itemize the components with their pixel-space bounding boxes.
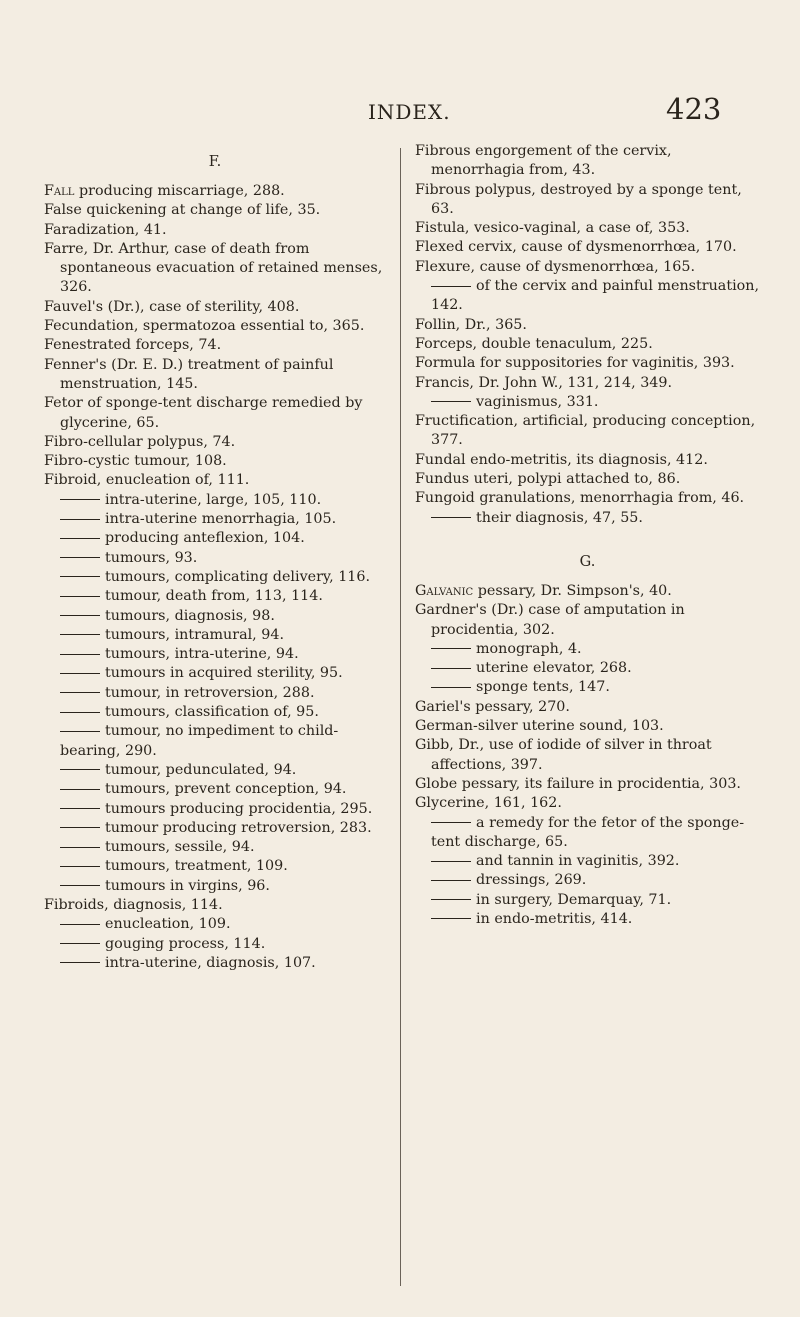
entry-text: Fibrous engorgement of the cervix, menorrhagia from, 43.	[415, 143, 672, 179]
entry-text: tumour, no impediment to child-bearing, 290.	[60, 723, 339, 759]
index-entry	[44, 298, 386, 317]
index-entry	[44, 452, 386, 471]
index-entry	[415, 142, 760, 181]
index-entry	[415, 451, 760, 470]
index-entry	[44, 182, 386, 201]
entry-text: uterine elevator, 268.	[476, 660, 632, 677]
ditto-dash	[60, 499, 100, 500]
entry-text: Glycerine, 161, 162.	[415, 795, 562, 812]
index-entry	[415, 335, 760, 354]
index-subentry	[44, 915, 386, 934]
entry-text: intra-uterine, diagnosis, 107.	[105, 954, 316, 971]
entry-text: of the cervix and painful menstruation, 142.	[431, 278, 760, 314]
ditto-dash	[431, 668, 471, 669]
entry-text: tumours, diagnosis, 98.	[105, 607, 275, 624]
index-entry	[415, 470, 760, 489]
entry-text: Fibrous polypus, destroyed by a sponge tent, 63.	[415, 181, 742, 217]
entry-text: Gariel's pessary, 270.	[415, 698, 570, 715]
entry-text: their diagnosis, 47, 55.	[476, 509, 643, 526]
ditto-dash	[60, 924, 100, 925]
entry-text: intra-uterine menorrhagia, 105.	[105, 511, 337, 528]
entry-text: Gardner's (Dr.) case of amputation in procidentia, 302.	[415, 602, 685, 638]
entry-text: Formula for suppositories for vaginitis, 393.	[415, 355, 735, 372]
ditto-dash	[60, 943, 100, 944]
index-entry	[44, 356, 386, 395]
entry-text: Fenner's (Dr. E. D.) treatment of painful menstruation, 145.	[44, 356, 334, 392]
entry-text: Farre, Dr. Arthur, case of death from spontaneous evacuation of retained menses, 326.	[44, 240, 383, 296]
entry-text: Fibroid, enucleation of, 111.	[44, 472, 250, 489]
entry-lead-word: Fall	[44, 183, 75, 199]
index-entry	[44, 201, 386, 220]
entry-text: a remedy for the fetor of the sponge-tent discharge, 65.	[431, 814, 745, 850]
index-entry	[415, 316, 760, 335]
index-subentry	[44, 877, 386, 896]
entry-text: Francis, Dr. John W., 131, 214, 349.	[415, 374, 673, 391]
ditto-dash	[431, 286, 471, 287]
ditto-dash	[431, 401, 471, 402]
index-subentry	[44, 857, 386, 876]
index-entry	[44, 240, 386, 298]
entry-text: Fibroids, diagnosis, 114.	[44, 896, 223, 913]
ditto-dash	[60, 634, 100, 635]
index-entry	[44, 471, 386, 490]
entry-text: Fistula, vesico-vaginal, a case of, 353.	[415, 220, 690, 237]
index-entry	[415, 354, 760, 373]
entry-text: gouging process, 114.	[105, 935, 266, 952]
index-subentry	[44, 587, 386, 606]
entry-text: producing anteflexion, 104.	[105, 530, 305, 547]
index-subentry	[44, 703, 386, 722]
entry-text: tumours producing procidentia, 295.	[105, 800, 373, 817]
index-entry	[415, 601, 760, 640]
ditto-dash	[60, 808, 100, 809]
ditto-dash	[60, 654, 100, 655]
index-subentry	[415, 509, 760, 528]
ditto-dash	[60, 596, 100, 597]
page-header	[0, 92, 800, 132]
ditto-dash	[60, 673, 100, 674]
ditto-dash	[431, 918, 471, 919]
index-subentry	[44, 819, 386, 838]
entry-text: tumours, sessile, 94.	[105, 839, 255, 856]
entry-text: tumour producing retroversion, 283.	[105, 819, 372, 836]
index-subentry	[44, 568, 386, 587]
index-subentry	[415, 852, 760, 871]
ditto-dash	[431, 648, 471, 649]
index-entry	[415, 489, 760, 508]
index-subentry	[44, 491, 386, 510]
entry-text: sponge tents, 147.	[476, 679, 610, 696]
ditto-dash	[431, 822, 471, 823]
entry-text: Fungoid granulations, menorrhagia from, 46.	[415, 490, 745, 507]
index-subentry	[44, 954, 386, 973]
index-entry	[415, 238, 760, 257]
entry-text: tumours, intramural, 94.	[105, 626, 284, 643]
index-subentry	[44, 549, 386, 568]
index-subentry	[415, 678, 760, 697]
index-subentry	[44, 780, 386, 799]
index-subentry	[44, 664, 386, 683]
ditto-dash	[60, 962, 100, 963]
ditto-dash	[431, 899, 471, 900]
index-subentry	[44, 684, 386, 703]
entry-text: Fundus uteri, polypi attached to, 86.	[415, 471, 681, 488]
ditto-dash	[431, 687, 471, 688]
entry-text: Forceps, double tenaculum, 225.	[415, 335, 653, 352]
index-entry	[415, 698, 760, 717]
index-subentry	[44, 935, 386, 954]
ditto-dash	[60, 885, 100, 886]
entry-text: enucleation, 109.	[105, 916, 231, 933]
ditto-dash	[60, 789, 100, 790]
entry-text: in endo-metritis, 414.	[476, 910, 633, 927]
section-letter-f: F.	[208, 154, 222, 170]
page-number: 423	[666, 92, 722, 126]
entry-text: dressings, 269.	[476, 872, 587, 889]
entry-text: and tannin in vaginitis, 392.	[476, 853, 680, 870]
ditto-dash	[60, 538, 100, 539]
index-subentry	[415, 640, 760, 659]
ditto-dash	[60, 615, 100, 616]
entry-text: False quickening at change of life, 35.	[44, 202, 321, 219]
entry-text: German-silver uterine sound, 103.	[415, 718, 664, 735]
index-entry	[415, 258, 760, 277]
entry-text: intra-uterine, large, 105, 110.	[105, 491, 322, 508]
section-letter-g: G.	[579, 553, 596, 570]
ditto-dash	[431, 861, 471, 862]
entry-list-left	[44, 182, 386, 973]
index-subentry	[415, 910, 760, 929]
entry-text: Globe pessary, its failure in procidentia, 303.	[415, 775, 741, 792]
index-entry	[44, 896, 386, 915]
ditto-dash	[60, 712, 100, 713]
ditto-dash	[60, 847, 100, 848]
entry-text: tumour, death from, 113, 114.	[105, 588, 323, 605]
index-subentry	[415, 814, 760, 853]
index-subentry	[44, 510, 386, 529]
entry-text: tumours, 93.	[105, 549, 198, 566]
index-subentry	[44, 722, 386, 761]
ditto-dash	[60, 519, 100, 520]
entry-text: vaginismus, 331.	[476, 393, 599, 410]
entry-list-right-g	[415, 582, 760, 929]
entry-lead-word: Galvanic	[415, 582, 474, 599]
ditto-dash	[60, 866, 100, 867]
entry-text: Fundal endo-metritis, its diagnosis, 412.	[415, 451, 708, 468]
index-entry	[415, 181, 760, 220]
entry-text: Gibb, Dr., use of iodide of silver in throat affections, 397.	[415, 737, 712, 773]
running-title: INDEX.	[368, 100, 451, 124]
entry-text: tumours, treatment, 109.	[105, 858, 288, 875]
index-entry	[415, 794, 760, 813]
entry-text: tumours, intra-uterine, 94.	[105, 646, 299, 663]
entry-text: tumours in virgins, 96.	[105, 877, 270, 894]
index-entry	[415, 717, 760, 736]
entry-text: Fibro-cellular polypus, 74.	[44, 433, 236, 450]
index-subentry	[44, 800, 386, 819]
entry-text: tumours, prevent conception, 94.	[105, 781, 347, 798]
index-subentry	[415, 891, 760, 910]
entry-text: Fenestrated forceps, 74.	[44, 337, 222, 354]
ditto-dash	[431, 880, 471, 881]
index-entry	[415, 374, 760, 393]
entry-text: Flexed cervix, cause of dysmenorrhœa, 170.	[415, 239, 737, 256]
ditto-dash	[60, 769, 100, 770]
index-subentry	[415, 871, 760, 890]
entry-text: Follin, Dr., 365.	[415, 316, 527, 333]
entry-text: tumour, pedunculated, 94.	[105, 761, 297, 778]
entry-text: producing miscarriage, 288.	[74, 183, 285, 199]
index-entry	[44, 221, 386, 240]
entry-text: Flexure, cause of dysmenorrhœa, 165.	[415, 258, 695, 275]
index-subentry	[415, 277, 760, 316]
entry-text: Fibro-cystic tumour, 108.	[44, 453, 227, 470]
ditto-dash	[60, 576, 100, 577]
ditto-dash	[60, 692, 100, 693]
entry-text: monograph, 4.	[476, 640, 582, 657]
index-column-right	[415, 142, 760, 929]
index-entry	[415, 736, 760, 775]
index-subentry	[44, 626, 386, 645]
index-entry	[44, 336, 386, 355]
entry-text: Fecundation, spermatozoa essential to, 365.	[44, 318, 365, 335]
index-entry	[415, 412, 760, 451]
entry-text: tumours, complicating delivery, 116.	[105, 568, 371, 585]
index-entry	[44, 317, 386, 336]
index-entry	[44, 433, 386, 452]
ditto-dash	[431, 517, 471, 518]
index-subentry	[44, 838, 386, 857]
index-entry	[415, 582, 760, 601]
entry-text: Fetor of sponge-tent discharge remedied by glycerine, 65.	[44, 395, 363, 431]
index-subentry	[44, 607, 386, 626]
entry-text: in surgery, Demarquay, 71.	[476, 891, 672, 908]
index-entry	[44, 394, 386, 433]
ditto-dash	[60, 827, 100, 828]
index-subentry	[415, 393, 760, 412]
entry-text: Faradization, 41.	[44, 221, 167, 238]
ditto-dash	[60, 557, 100, 558]
entry-text: tumours, classification of, 95.	[105, 704, 319, 721]
entry-list-right-f	[415, 142, 760, 528]
entry-text: Fructification, artificial, producing conception, 377.	[415, 413, 756, 449]
ditto-dash	[60, 731, 100, 732]
index-subentry	[44, 645, 386, 664]
index-column-left	[44, 150, 386, 973]
entry-text: Fauvel's (Dr.), case of sterility, 408.	[44, 298, 300, 315]
index-entry	[415, 219, 760, 238]
index-subentry	[415, 659, 760, 678]
entry-text: tumours in acquired sterility, 95.	[105, 665, 343, 682]
entry-text: tumour, in retroversion, 288.	[105, 684, 315, 701]
column-divider	[400, 148, 401, 1286]
index-subentry	[44, 529, 386, 548]
index-entry	[415, 775, 760, 794]
entry-text: pessary, Dr. Simpson's, 40.	[473, 582, 672, 599]
index-subentry	[44, 761, 386, 780]
